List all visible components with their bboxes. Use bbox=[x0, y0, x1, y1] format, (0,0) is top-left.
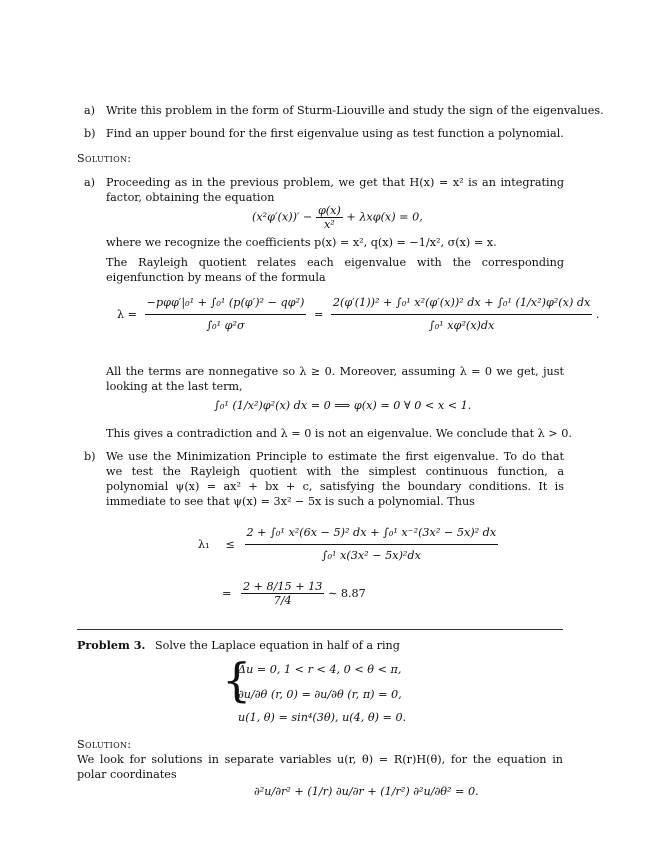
section-divider bbox=[77, 629, 563, 630]
system-brace: { bbox=[222, 653, 252, 707]
solution-heading-2: Solution: bbox=[77, 738, 132, 751]
contradiction-text: This gives a contradiction and λ = 0 is not an eigenvalue. We conclude that λ > 0. bbox=[106, 427, 572, 440]
problem-3-text: Solve the Laplace equation in half of a ring bbox=[154, 639, 400, 652]
question-b bbox=[84, 126, 564, 142]
problem-3-label: Problem 3. bbox=[77, 638, 146, 652]
system-line-3: u(1, θ) = sin⁴(3θ), u(4, θ) = 0. bbox=[238, 711, 407, 724]
question-a bbox=[84, 103, 604, 119]
equation-zero-eigenvalue: ∫₀¹ (1/x²)φ²(x) dx = 0 ⟹ φ(x) = 0 ∀ 0 < x < 1. bbox=[214, 399, 472, 412]
solution-b-label: b) bbox=[84, 450, 96, 463]
equation-integrating-factor: (x²φ′(x))′ − $\frac{\varphi(x)}{\text{x²}}$ + λxφ(x) = 0, bbox=[252, 204, 423, 231]
nonnegative-text: All the terms are nonnegative so λ ≥ 0. Moreover, assuming λ = 0 we get, just looking at the last term, bbox=[106, 365, 564, 393]
coefficients-text: where we recognize the coefficients p(x) = x², q(x) = −1/x², σ(x) = x. bbox=[106, 236, 497, 249]
rayleigh-intro: The Rayleigh quotient relates each eigenvalue with the corresponding eigenfunction by means of the formula bbox=[106, 256, 564, 284]
solution-a-text: Proceeding as in the previous problem, we get that H(x) = x² is an integrating factor, obtaining the equation bbox=[106, 176, 564, 204]
solution-b bbox=[84, 449, 564, 511]
rayleigh-quotient-equation: λ = $\frac{\text{−pφφ′|₀¹ + ∫₀¹ (p(φ′)² − qφ²)}}{\text{∫₀¹ φ²σ}}$ = $\frac{\text{2(φ′(1))² + ∫₀¹ x²(φ′(x))² dx + ∫₀¹ (1/x²)φ²(x) dx}}{\text{∫₀¹ xφ²(x)dx}}$ . bbox=[117, 292, 599, 337]
solution-b-text: We use the Minimization Principle to estimate the first eigenvalue. To do that we test the Rayleigh quotient with the simplest continuous function, a polynomial ψ(x) = ax² + bx + c, satisfying the boundary conditions. It is immediate to see that ψ(x) = 3x² − 5x is such a polynomial. Thus bbox=[106, 450, 564, 508]
question-b-label: b) bbox=[84, 127, 96, 140]
system-line-2: ∂u/∂θ (r, 0) = ∂u/∂θ (r, π) = 0, bbox=[238, 688, 402, 701]
separation-text: We look for solutions in separate variables u(r, θ) = R(r)H(θ), for the equation in polar coordinates bbox=[77, 753, 563, 781]
solution-a-intro bbox=[84, 175, 564, 205]
solution-heading: Solution: bbox=[77, 152, 132, 165]
system-line-1: Δu = 0, 1 < r < 4, 0 < θ < π, bbox=[238, 663, 402, 676]
question-a-label: a) bbox=[84, 104, 96, 117]
eigenvalue-bound-equation: λ₁ ≤ $\frac{\text{2 + ∫₀¹ x²(6x − 5)² dx + ∫₀¹ x⁻²(3x² − 5x)² dx}}{\text{∫₀¹ x(3x² − 5x)²dx}}$ bbox=[198, 522, 498, 567]
polar-laplace-equation: ∂²u/∂r² + (1/r) ∂u/∂r + (1/r²) ∂²u/∂θ² = 0. bbox=[254, 785, 479, 798]
solution-a-label: a) bbox=[84, 176, 96, 189]
eigenvalue-estimate: = $\frac{2 + 8/15 + 13}{7/4}$ ∼ 8.87 bbox=[222, 580, 366, 607]
question-a-text: Write this problem in the form of Sturm-Liouville and study the sign of the eigenvalues. bbox=[106, 104, 604, 117]
problem-3-statement bbox=[77, 638, 400, 653]
question-b-text: Find an upper bound for the first eigenvalue using as test function a polynomial. bbox=[106, 127, 564, 140]
